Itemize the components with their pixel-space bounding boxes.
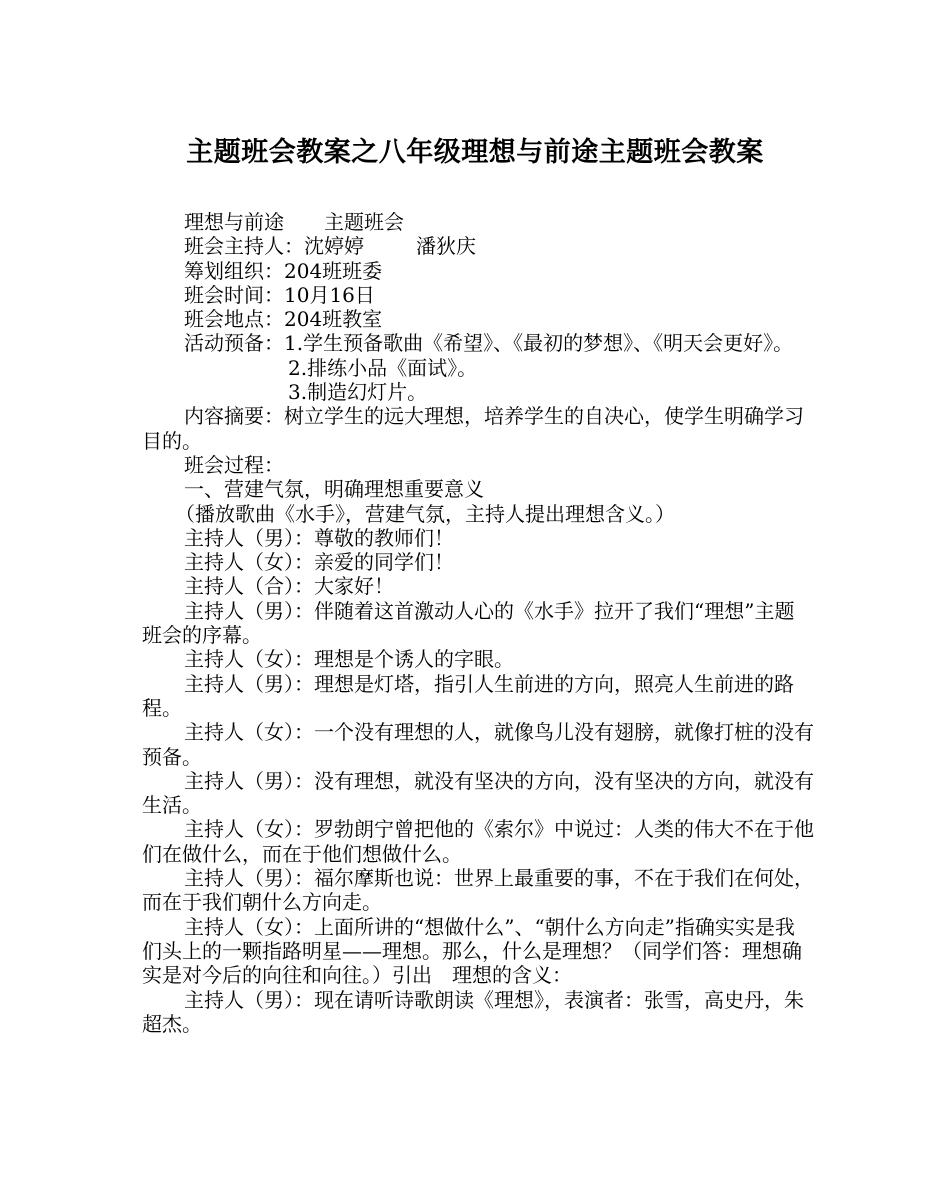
organizer-line: 筹划组织：204班班委 <box>184 258 383 283</box>
host-line <box>142 234 814 258</box>
dialogue-line: 主持人（男）：没有理想，就没有坚决的方向，没有坚决的方向，就没有生活。 <box>142 768 814 818</box>
process-label: 班会过程： <box>184 452 284 477</box>
dialogue-line: 主持人（女）：理想是个诱人的字眼。 <box>184 647 514 672</box>
summary-line: 内容摘要：树立学生的远大理想，培养学生的自决心，使学生明确学习目的。 <box>142 404 804 453</box>
section-heading: 一、营建气氛，明确理想重要意义 <box>184 477 484 502</box>
place-line: 班会地点：204班教室 <box>184 307 383 332</box>
dialogue-line: 主持人（女）：罗勃朗宁曾把他的《索尔》中说过：人类的伟大不在于他们在做什么，而在于他们想做什么。 <box>142 817 814 866</box>
dialogue-line: 主持人（男）：理想是灯塔，指引人生前进的方向，照亮人生前进的路程。 <box>142 671 794 720</box>
document-title: 主题班会教案之八年级理想与前途主题班会教案 <box>186 137 764 168</box>
theme-type: 主题班会 <box>324 210 404 234</box>
theme-line <box>142 210 814 234</box>
dialogue-line: 主持人（女）：一个没有理想的人，就像鸟儿没有翅膀，就像打桩的没有预备。 <box>142 720 814 769</box>
dialogue-line: 主持人（女）：亲爱的同学们！ <box>184 550 454 575</box>
dialogue-line: 主持人（女）：上面所讲的“想做什么”、“朝什么方向走”指确实实是我们头上的一颗指路明星——理想。那么，什么是理想？（同学们答：理想确实是对今后的向往和向往。）引出 理想的含义： <box>142 914 802 988</box>
host-label: 班会主持人：沈婷婷 <box>184 234 364 259</box>
dialogue-line: 主持人（男）：伴随着这首激动人心的《水手》拉开了我们“理想”主题班会的序幕。 <box>142 598 795 648</box>
section-note: （播放歌曲《水手》，营建气氛，主持人提出理想含义。） <box>175 501 675 526</box>
prep-line-3: 3.制造幻灯片。 <box>288 380 428 405</box>
time-line: 班会时间：10月16日 <box>184 282 375 307</box>
host-second: 潘狄庆 <box>416 234 476 259</box>
dialogue-line: 主持人（男）：尊敬的教师们！ <box>184 525 454 550</box>
prep-line: 活动预备：1.学生预备歌曲《希望》、《最初的梦想》、《明天会更好》。 <box>184 331 794 356</box>
dialogue-line: 主持人（男）：福尔摩斯也说：世界上最重要的事，不在于我们在何处，而在于我们朝什么方向走。 <box>142 866 814 915</box>
dialogue-line: 主持人（合）：大家好！ <box>184 574 394 599</box>
theme-name: 理想与前途 <box>184 210 284 234</box>
dialogue-line: 主持人（男）：现在请听诗歌朗读《理想》，表演者：张雪，高史丹，朱超杰。 <box>142 987 804 1036</box>
prep-line-2: 2.排练小品《面试》。 <box>288 355 478 380</box>
document-body <box>142 210 814 1036</box>
